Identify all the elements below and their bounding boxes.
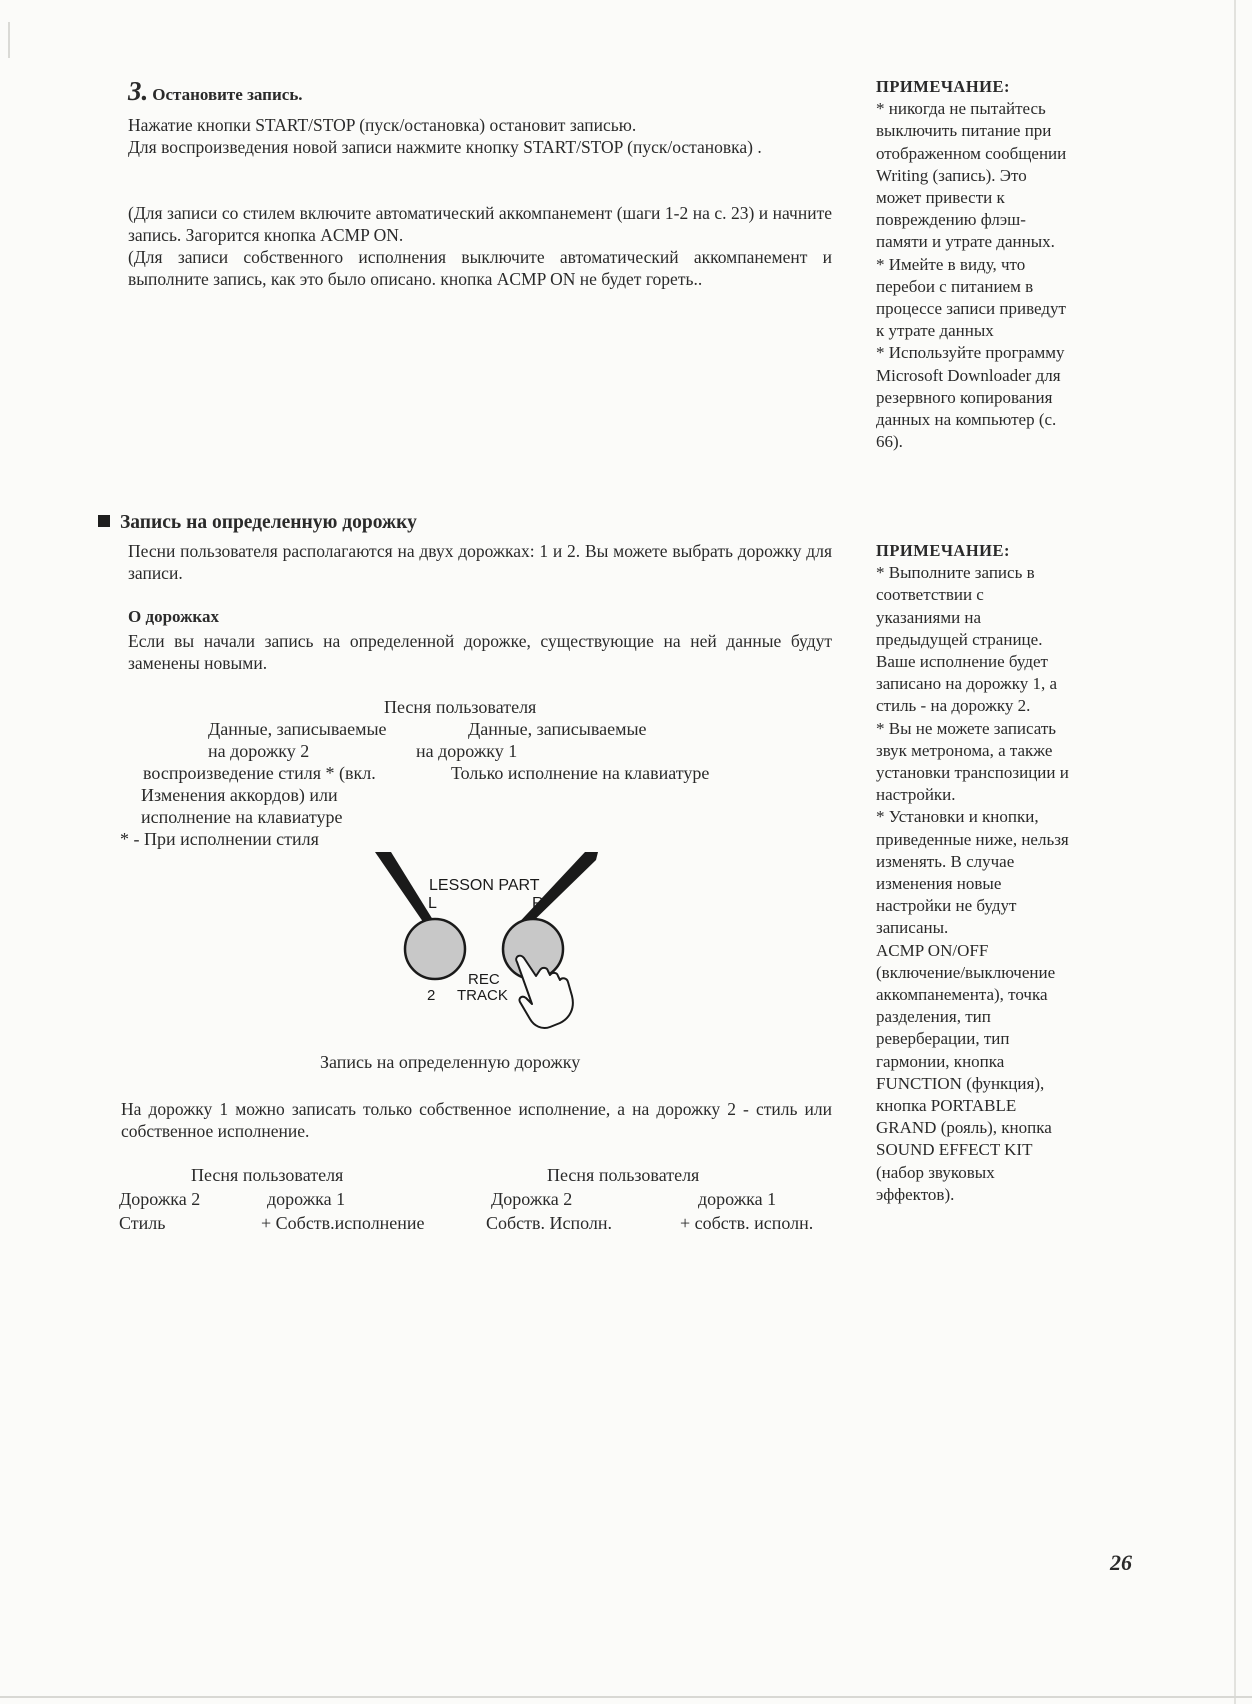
diagram-row3-right: Только исполнение на клавиатуре [451,763,710,783]
note-1-line: повреждению флэш- [876,210,1026,230]
step-number: 3. [128,76,149,106]
section-heading [98,512,417,534]
step-3-line-2: Для воспроизведения новой записи нажмите кнопку START/STOP (пуск/остановка) . [128,137,762,157]
note-1 [876,76,1126,453]
note-2-line: соответствии с [876,585,984,605]
diagram-row5: исполнение на клавиатуре [141,807,343,827]
note-2-line: Ваше исполнение будет [876,652,1048,672]
step-3-line-1: Нажатие кнопки START/STOP (пуск/остановка) остановит записью. [128,115,637,135]
section-heading-text: Запись на определенную дорожку [120,512,417,533]
note-2-line: * Вы не можете записать [876,718,1057,738]
note-2-title: ПРИМЕЧАНИЕ: [876,541,1011,560]
label-l: L [428,895,437,912]
diagram-col1-line1: Данные, записываемые [208,719,387,739]
note-1-line: * Используйте программу [876,343,1065,363]
note-2-line: стиль - на дорожку 2. [876,696,1031,716]
label-rec: REC [468,971,500,988]
note-1-line: Microsoft Downloader для [876,365,1061,385]
table-cell: Стиль [119,1213,166,1233]
note-2-line: GRAND (рояль), кнопка [876,1118,1052,1138]
note-2-line: записано на дорожку 1, а [876,674,1058,694]
note-2-line: аккомпанемента), точка [876,985,1048,1005]
scan-edge-bottom [0,1696,1252,1698]
note-2 [876,540,1126,1206]
note-1-line: отображенном сообщении [876,143,1067,163]
note-2-line: разделения, тип [876,1007,991,1027]
note-1-line: может привести к [876,188,1005,208]
label-track: TRACK [457,987,508,1004]
label-track-2: 2 [427,987,436,1004]
note-1-line: данных на компьютер (с. [876,410,1057,430]
note-2-line: ACMP ON/OFF [876,940,989,960]
note-2-line: приведенные ниже, нельзя [876,829,1069,849]
label-lesson-part: LESSON PART [429,877,540,894]
diagram-col2-line2: на дорожку 1 [416,741,518,761]
table-cell: дорожка 1 [267,1189,346,1209]
note-2-line: настройки. [876,785,956,805]
note-1-line: памяти и утрате данных. [876,232,1055,252]
figure-caption: Запись на определенную дорожку [320,1052,581,1072]
scan-edge-left [8,22,10,58]
step-title: Остановите запись. [152,85,303,104]
diagram-col1-line2: на дорожку 2 [208,741,310,761]
step-3-para-2: (Для записи со стилем включите автоматический аккомпанемент (шаги 1-2 на с. 23) и начните запись. Загорится кнопка ACMP ON. [128,203,832,245]
note-2-line: указаниями на [876,607,982,627]
table-left-title: Песня пользователя [191,1165,344,1185]
diagram-footnote: * - При исполнении стиля [120,829,319,849]
note-2-line: реверберации, тип [876,1029,1010,1049]
note-2-line: кнопка PORTABLE [876,1096,1017,1116]
table-right-title: Песня пользователя [547,1165,700,1185]
step-3-heading [128,76,303,107]
table-cell: + Собств.исполнение [261,1213,425,1233]
scan-edge-right [1234,0,1236,1704]
label-r: R [532,895,544,912]
note-1-line: к утрате данных [876,321,994,341]
note-2-line: изменения новые [876,874,1002,894]
note-2-line: предыдущей странице. [876,629,1043,649]
diagram-title: Песня пользователя [384,697,537,717]
section-intro: Песни пользователя располагаются на двух дорожках: 1 и 2. Вы можете выбрать дорожку для записи. [128,541,832,583]
sub-heading: О дорожках [128,607,219,626]
table-cell: Собств. Исполн. [486,1213,613,1233]
diagram-row3-left: воспроизведение стиля * (вкл. [143,763,376,783]
diagram-row4: Изменения аккордов) или [141,785,338,805]
note-1-title: ПРИМЕЧАНИЕ: [876,77,1011,96]
note-2-line: (включение/выключение [876,962,1056,982]
note-2-line: SOUND EFFECT KIT [876,1140,1033,1160]
square-bullet-icon [98,515,110,527]
step-3-para-3: (Для записи собственного исполнения выключите автоматический аккомпанемент и выполните запись, как это было описано. кнопка ACMP ON не будет гореть.. [128,247,832,289]
note-1-line: резервного копирования [876,387,1053,407]
table-cell: дорожка 1 [698,1189,777,1209]
note-2-line: записаны. [876,918,949,938]
note-1-line: выключить питание при [876,121,1052,141]
body-after-figure: На дорожку 1 можно записать только собственное исполнение, а на дорожку 2 - стиль или собственное исполнение. [121,1099,832,1141]
table-cell: Дорожка 2 [491,1189,573,1209]
note-1-line: * Имейте в виду, что [876,254,1026,274]
note-1-line: перебои с питанием в [876,276,1034,296]
note-1-line: процессе записи приведут [876,299,1066,319]
lesson-part-panel-figure [370,850,610,1030]
step-3-body [128,114,832,158]
note-1-line: * никогда не пытайтесь [876,99,1046,119]
note-1-line: Writing (запись). Это [876,165,1027,185]
note-1-line: 66). [876,432,903,452]
note-2-line: настройки не будут [876,896,1017,916]
note-2-line: * Установки и кнопки, [876,807,1039,827]
sub-text: Если вы начали запись на определенной дорожке, существующие на ней данные будут заменены новыми. [128,631,832,673]
note-2-line: FUNCTION (функция), [876,1073,1045,1093]
diagram-col2-line1: Данные, записываемые [468,719,647,739]
note-2-line: (набор звуковых [876,1162,995,1182]
note-2-line: звук метронома, а также [876,740,1053,760]
note-2-line: * Выполните запись в [876,563,1035,583]
table-cell: Дорожка 2 [119,1189,201,1209]
note-2-line: эффектов). [876,1184,955,1204]
note-2-line: гармонии, кнопка [876,1051,1005,1071]
page-number: 26 [1110,1550,1132,1575]
table-cell: + собств. исполн. [680,1213,814,1233]
note-2-line: изменять. В случае [876,851,1015,871]
track-2-button [405,919,465,979]
note-2-line: установки транспозиции и [876,763,1069,783]
